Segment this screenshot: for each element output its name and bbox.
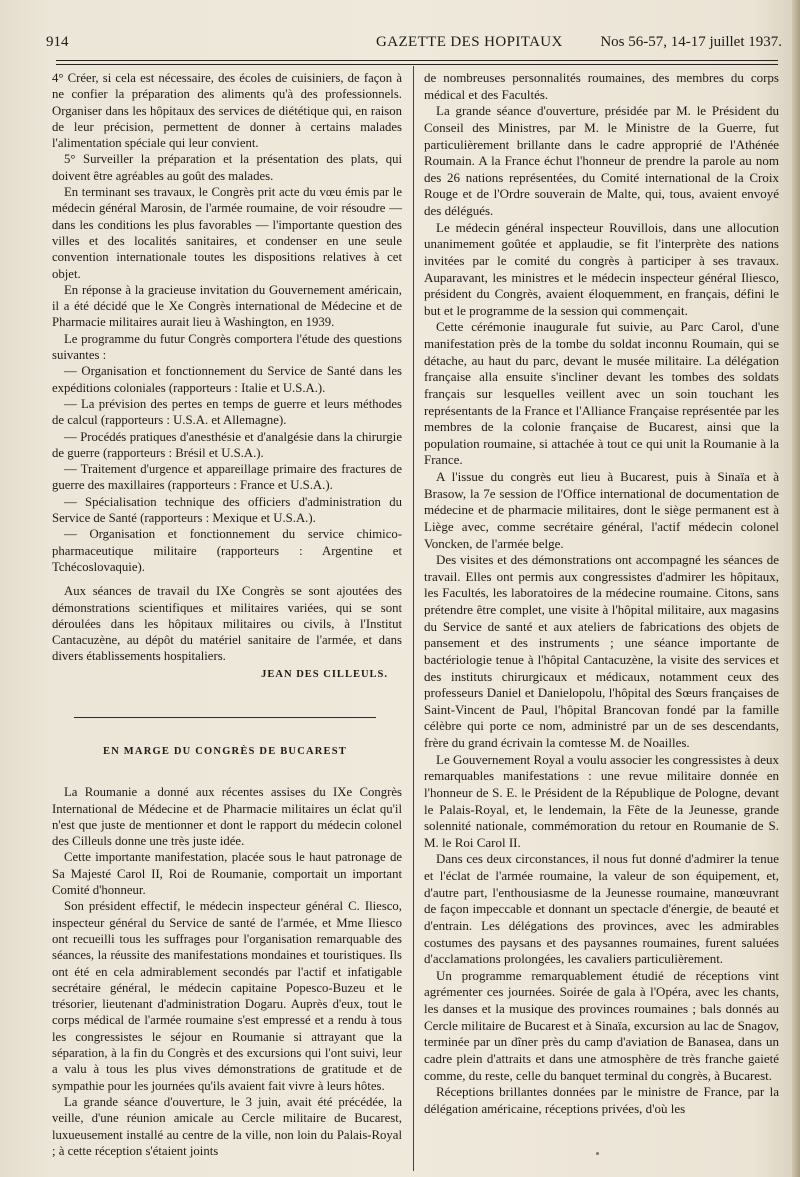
section-title: EN MARGE DU CONGRÈS DE BUCAREST — [74, 717, 376, 760]
paragraph: — Spécialisation technique des officiers d'administration du Service de Santé (rapporteurs : Mexique et U.S.A.). — [52, 494, 402, 526]
paragraph: A l'issue du congrès eut lieu à Bucarest, puis à Sinaïa et à Brasow, la 7e session de l'Office international de documentation de médecine et de pharmacie militaires, dont le siège permanent est à Liège avec, comme secrétaire général, l'actif médecin colonel Voncken, de l'armée belge. — [424, 469, 779, 551]
paragraph: La grande séance d'ouverture, présidée par M. le Président du Conseil des Ministres, par M. le Ministre de la Guerre, fut particulièrement brillante dans le cadre approprié de l'Athénée Roumain. A la France échut l'honneur de prendre la parole au nom des 26 nations représentées, du Comité international de la Croix Rouge et de l'Ordre souverain de Malte, qui, tous, avaient envoyé des délégués. — [424, 103, 779, 218]
author-signature: JEAN DES CILLEULS. — [261, 668, 388, 680]
paragraph: Dans ces deux circonstances, il nous fut donné d'admirer la tenue et l'éclat de l'armée roumaine, la valeur de son équipement, et, d'autre part, l'enthousiasme de la Jeunesse roumaine, manœuvrant de façon impeccable et donnant un spectacle d'énergie, de beauté et d'entrain. Les délégations des provinces, avec les admirables costumes des paysans et des paysannes roumaines, furent saluées d'acclamations prolongées, les cavaliers particulièrement. — [424, 851, 779, 967]
paragraph: Un programme remarquablement étudié de réceptions vint agrémenter ces journées. Soirée de gala à l'Opéra, avec les chants, les danses et la musique des provinces roumaines ; bals donnés au Cercle militaire de Bucarest et à Sinaïa, excursion au lac de Snagov, terminée par un dîner près du camp d'aviation de Banasea, dans un cadre plein d'attraits et dans une atmosphère de très franche gaieté comme, du reste, celle du banquet terminal du congrès, à Bucarest. — [424, 967, 779, 1083]
column-divider — [413, 66, 414, 1171]
paragraph: Le Gouvernement Royal a voulu associer les congressistes à deux remarquables manifestations : une revue militaire donnée en l'honneur de S. E. le Président de la République de Pologne, devant le Palais-Royal, et, le lendemain, la Fête de la Jeunesse, grande solennité nationale, commémoration du retour en Roumanie de S. M. le Roi Carol II. — [424, 751, 779, 850]
header-rule-double — [56, 64, 778, 65]
header-rule — [56, 60, 778, 61]
paragraph: Cette cérémonie inaugurale fut suivie, au Parc Carol, d'une manifestation près de la tombe du soldat inconnu Roumain, qui se détache, au haut du parc, devant le musée militaire. La délégation française alla ensuite s'incliner devant les tombes des soldats français sur lesquelles veillent avec un soin touchant les représentants de la France et l'Alliance Française représentée par les membres de la colonie française de Bucarest, ainsi que la population roumaine, si attachée à tout ce qui unit la Roumanie à la France. — [424, 319, 779, 468]
paragraph: En terminant ses travaux, le Congrès prit acte du vœu émis par le médecin général Marosin, de l'armée roumaine, de voir résoudre — dans les conditions les plus favorables — l'importante question des villes et des localités sanitaires, et condenser en une seule convention internationale toutes les dispositions relatives à cet objet. — [52, 185, 402, 281]
paragraph: Le programme du futur Congrès comportera l'étude des questions suivantes : — [52, 331, 402, 363]
paragraph: Réceptions brillantes données par le ministre de France, par la délégation américaine, réceptions privées, d'où les — [424, 1084, 779, 1116]
page-number: 914 — [46, 34, 69, 50]
paragraph: Aux séances de travail du IXe Congrès se sont ajoutées des démonstrations scientifiques et militaires variées, qui se sont déroulées dans les hôpitaux militaires ou civils, à l'Institut Cantacuzène, au dépôt du matériel sanitaire de l'armée, et dans divers établissements hospitaliers. — [52, 584, 402, 664]
left-column — [52, 70, 402, 1159]
issue-info: Nos 56-57, 14-17 juillet 1937. — [600, 34, 782, 50]
journal-title: GAZETTE DES HOPITAUX — [376, 34, 563, 50]
paragraph: de nombreuses personnalités roumaines, des membres du corps médical et des Facultés. — [424, 70, 779, 102]
paragraph: Cette importante manifestation, placée sous le haut patronage de Sa Majesté Carol II, Roi de Roumanie, comportait un important Comité d'honneur. — [52, 850, 402, 898]
running-header — [46, 30, 782, 52]
print-speck — [596, 1152, 599, 1155]
paragraph: — Organisation et fonctionnement du service chimico-pharmaceutique militaire (rapporteurs : Argentine et Tchécoslovaquie). — [52, 527, 402, 574]
paragraph: Des visites et des démonstrations ont accompagné les séances de travail. Elles ont permis aux congressistes d'admirer les hôpitaux, les Facultés, les laboratoires de la médecine roumaine. Citons, sans prétendre être complet, une visite à l'hôpital militaire, aux magasins du Service de santé et aux ateliers de fabrications des objets de pansement et des instruments ; une séance importante de bactériologie tenue à l'hôpital Cantacuzène, la visite des services et des instituts chirurgicaux et médicaux, notamment ceux des professeurs Daniel et Danielopolu, l'hôpital des Sœurs françaises de Saint-Vincent de Paul, l'hôpital Brancovan fondé par la famille célèbre qui porte ce nom, administré par un de ses descendants, frère du grand écrivain la comtesse M. de Noailles. — [424, 552, 779, 750]
paragraph: Son président effectif, le médecin inspecteur général C. Iliesco, inspecteur général du Service de santé de l'armée, et Mme Iliesco ont recueilli tous les suffrages pour l'organisation remarquable des séances, la réussite des manifestations mondaines et touristiques. Ils ont été en cela admirablement secondés par l'actif et infatigable secrétaire général, le médecin capitaine Popesco-Buzeu et le trésorier, lieutenant d'administration Dogaru. Auprès d'eux, tout le corps médical de l'armée roumaine s'est empressé et a rendu à tous les congressistes le séjour en Roumanie si attrayant que la séparation, à la fin du Congrès et des excursions qui l'ont suivi, leur a valu à tous les plus vives démonstrations de gratitude et de sympathie pour les journées qu'ils avaient fait vivre à leurs hôtes. — [52, 899, 402, 1093]
paragraph: — Organisation et fonctionnement du Service de Santé dans les expéditions coloniales (rapporteurs : Italie et U.S.A.). — [52, 364, 402, 395]
paragraph: La Roumanie a donné aux récentes assises du IXe Congrès International de Médecine et de Pharmacie militaires un éclat qu'il n'est que juste de mentionner et dont le rapport du médecin colonel des Cilleuls donne une très juste idée. — [52, 785, 402, 849]
paragraph: Le médecin général inspecteur Rouvillois, dans une allocution unanimement goûtée et applaudie, se fit l'interprète des nations invitées par le comité du congrès à participer à ses travaux. Auparavant, les ministres et le médecin inspecteur général Iliesco, président du Congrès, avaient éloquemment, en français, défini le but et le programme de la session qui commençait. — [424, 219, 779, 318]
right-column — [424, 70, 779, 1117]
paragraph: — Procédés pratiques d'anesthésie et d'analgésie dans la chirurgie de guerre (rapporteurs : Brésil et U.S.A.). — [52, 429, 402, 460]
paragraph: 4° Créer, si cela est nécessaire, des écoles de cuisiniers, de façon à ne confier la préparation des aliments qu'à des professionnels. Organiser dans les hôpitaux des services de diététique qui, en raison de leur précision, permettent de donner à certains malades l'alimentation spéciale qui leur convient. — [52, 71, 402, 151]
page-edge — [792, 0, 800, 1177]
paragraph: La grande séance d'ouverture, le 3 juin, avait été précédée, la veille, d'une réunion amicale au Cercle militaire de Bucarest, luxueusement installé au centre de la ville, non loin du Palais-Royal ; à cette réception s'étaient joints — [52, 1094, 402, 1158]
paragraph: En réponse à la gracieuse invitation du Gouvernement américain, il a été décidé que le Xe Congrès international de Médecine et de Pharmacie militaires aurait lieu à Washington, en 1939. — [52, 282, 402, 330]
paragraph: — La prévision des pertes en temps de guerre et leurs méthodes de calcul (rapporteurs : U.S.A. et Allemagne). — [52, 396, 402, 428]
paragraph: — Traitement d'urgence et appareillage primaire des fractures de guerre des maxillaires (rapporteurs : France et U.S.A.). — [52, 462, 402, 493]
paragraph: 5° Surveiller la préparation et la présentation des plats, qui doivent être agréables au goût des malades. — [52, 152, 402, 183]
